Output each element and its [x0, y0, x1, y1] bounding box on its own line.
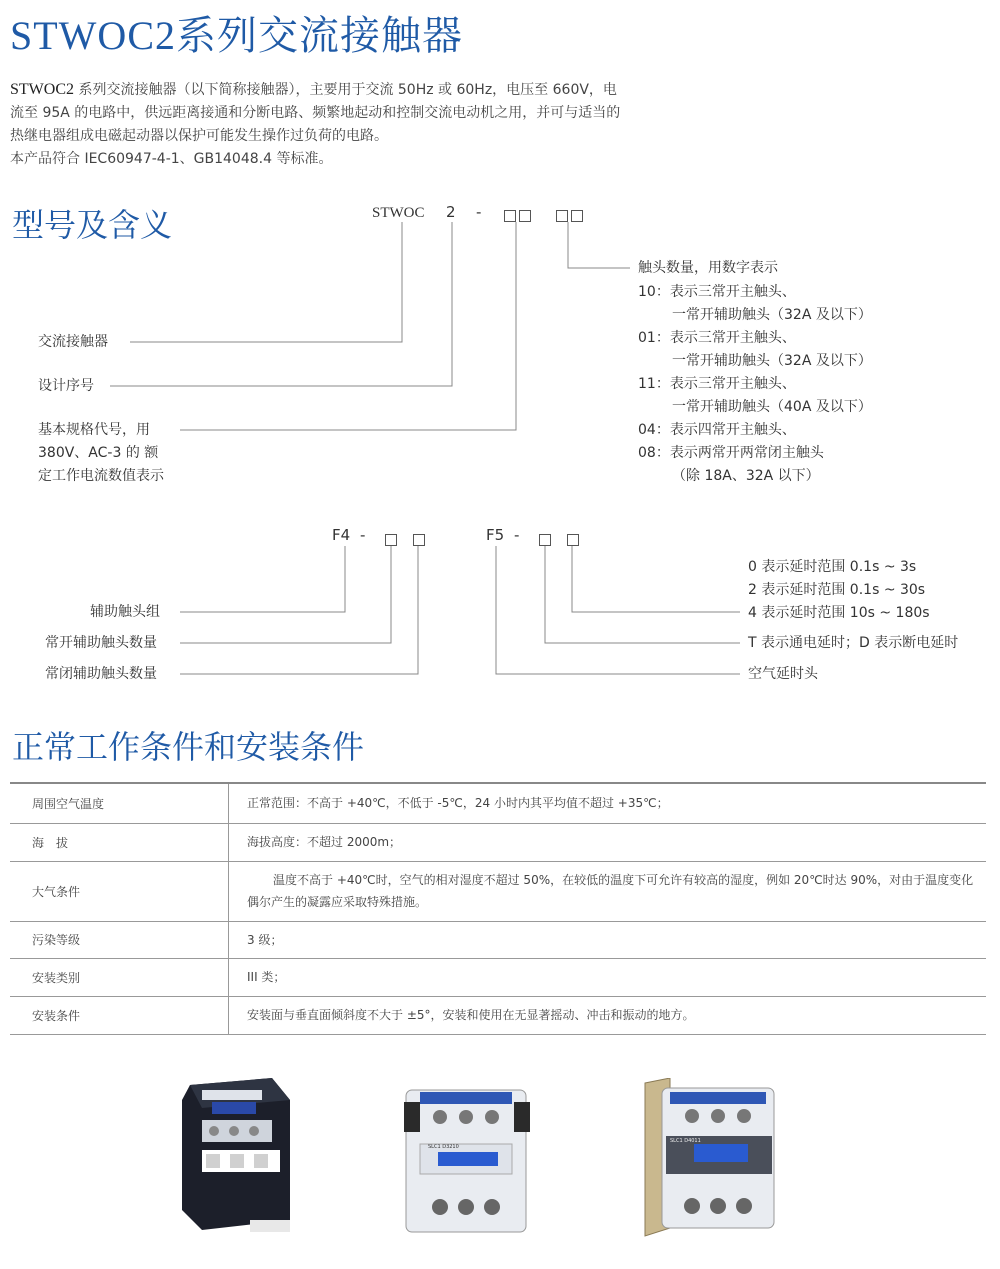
product-image-1: [172, 1070, 302, 1240]
intro-line-1: 系列交流接触器（以下简称接触器），主要用于交流 50Hz 或 60Hz，电压至 660V，电: [78, 82, 617, 98]
cond-value: 温度不高于 +40℃时，空气的相对湿度不超过 50%，在较低的温度下可允许有较高的湿度，例如 20℃时达 90%，对由于温度变化偶尔产生的凝露应采取特殊措施。: [247, 873, 974, 909]
f5-type-label: T 表示通电延时；D 表示断电延时: [748, 635, 959, 651]
contact-item: 04：表示四常开主触头、: [638, 422, 796, 438]
table-row: [10, 783, 986, 823]
label-spec-line: 定工作电流数值表示: [38, 468, 164, 484]
contact-item: 一常开辅助触头（32A 及以下）: [672, 307, 872, 323]
intro-line-4: 本产品符合 IEC60947-4-1、GB14048.4 等标准。: [10, 151, 333, 167]
cond-name: 大气条件: [10, 861, 229, 921]
code-box: [556, 210, 568, 222]
code-box-group-2: [556, 205, 586, 224]
line-spec: [180, 222, 516, 430]
code-box: [385, 534, 397, 546]
f5-ranges: [748, 556, 930, 625]
conditions-heading: 正常工作条件和安装条件: [12, 728, 365, 766]
cond-name: 污染等级: [10, 921, 229, 958]
label-spec: [38, 419, 164, 488]
code-box: [504, 210, 516, 222]
cond-name: 周围空气温度: [10, 783, 229, 823]
line-contactor: [130, 222, 402, 342]
code-box: [519, 210, 531, 222]
line-contacts: [568, 222, 630, 268]
f5-box-group: [539, 529, 582, 548]
contact-item: 01：表示三常开主触头、: [638, 330, 796, 346]
code-dash: -: [476, 203, 482, 221]
model-code: [372, 203, 425, 222]
model-heading: 型号及含义: [12, 206, 173, 244]
contact-item: 10：表示三常开主触头、: [638, 284, 796, 300]
cond-value: III 类；: [229, 958, 987, 996]
f5-head-label: 空气延时头: [748, 666, 818, 682]
code-box: [539, 534, 551, 546]
cond-name: 海 拔: [10, 823, 229, 861]
f4-box-group: [385, 529, 428, 548]
line-f5-range: [572, 546, 740, 612]
contact-item: 一常开辅助触头（40A 及以下）: [672, 399, 872, 415]
f4-label-no: 常开辅助触头数量: [45, 635, 157, 651]
line-f5-type: [545, 546, 740, 643]
intro-brand: STWOC2: [10, 81, 74, 98]
code-box: [571, 210, 583, 222]
intro-line-3: 热继电器组成电磁起动器以保护可能发生操作过负荷的电路。: [10, 128, 388, 144]
table-row: [10, 958, 986, 996]
cond-value: 安装面与垂直面倾斜度不大于 ±5°，安装和使用在无显著摇动、冲击和振动的地方。: [229, 996, 987, 1034]
contacts-list: [638, 281, 872, 488]
product-image-2: [398, 1082, 533, 1242]
code-box: [567, 534, 579, 546]
cond-value: 3 级；: [229, 921, 987, 958]
f4-label-nc: 常闭辅助触头数量: [45, 666, 157, 682]
code-prefix: STWOC: [372, 205, 425, 221]
cond-value: 海拔高度：不超过 2000m；: [229, 823, 987, 861]
line-design-no: [110, 222, 452, 386]
f4-dash: -: [360, 526, 366, 544]
code-box: [413, 534, 425, 546]
cond-name: 安装条件: [10, 996, 229, 1034]
table-row: [10, 861, 986, 921]
f5-code: F5: [486, 526, 505, 544]
contact-item: 08：表示两常开两常闭主触头: [638, 445, 824, 461]
f4-code: F4: [332, 526, 351, 544]
series-text: 系列交流接触器: [176, 13, 463, 59]
contact-item: 一常开辅助触头（32A 及以下）: [672, 353, 872, 369]
line-f4-no: [180, 546, 391, 643]
code-box-group-1: [504, 205, 534, 224]
f4-label-group: 辅助触头组: [90, 604, 160, 620]
product-label-2: SLC1 D4011: [670, 1138, 701, 1144]
f5-range-item: 4 表示延时范围 10s ~ 180s: [748, 605, 930, 621]
label-design-no: 设计序号: [38, 378, 94, 394]
contact-item: （除 18A、32A 以下）: [672, 468, 820, 484]
series-code: STWOC2: [10, 13, 176, 58]
code-digit: 2: [446, 203, 456, 221]
f5-dash: -: [514, 526, 520, 544]
f5-range-item: 2 表示延时范围 0.1s ~ 30s: [748, 582, 926, 598]
intro-line-2: 流至 95A 的电路中，供远距离接通和分断电路、频繁地起动和控制交流电动机之用，并可与适当的: [10, 105, 621, 121]
label-spec-line: 基本规格代号，用: [38, 422, 150, 438]
product-label-1: SLC1 D3210: [428, 1144, 459, 1150]
table-row: [10, 823, 986, 861]
cond-value: 正常范围：不高于 +40℃，不低于 -5℃，24 小时内其平均值不超过 +35℃；: [229, 783, 987, 823]
f5-range-item: 0 表示延时范围 0.1s ~ 3s: [748, 559, 917, 575]
product-image-3: [640, 1078, 780, 1238]
line-f5-head: [496, 546, 740, 674]
table-row: [10, 996, 986, 1034]
label-spec-line: 380V、AC-3 的 额: [38, 445, 159, 461]
label-contactor: 交流接触器: [38, 334, 108, 350]
cond-name: 安装类别: [10, 958, 229, 996]
line-f4-group: [180, 546, 345, 612]
contacts-title: 触头数量，用数字表示: [638, 260, 778, 276]
contact-item: 11：表示三常开主触头、: [638, 376, 796, 392]
conditions-table: [10, 782, 986, 1035]
table-row: [10, 921, 986, 958]
line-f4-nc: [180, 546, 418, 674]
